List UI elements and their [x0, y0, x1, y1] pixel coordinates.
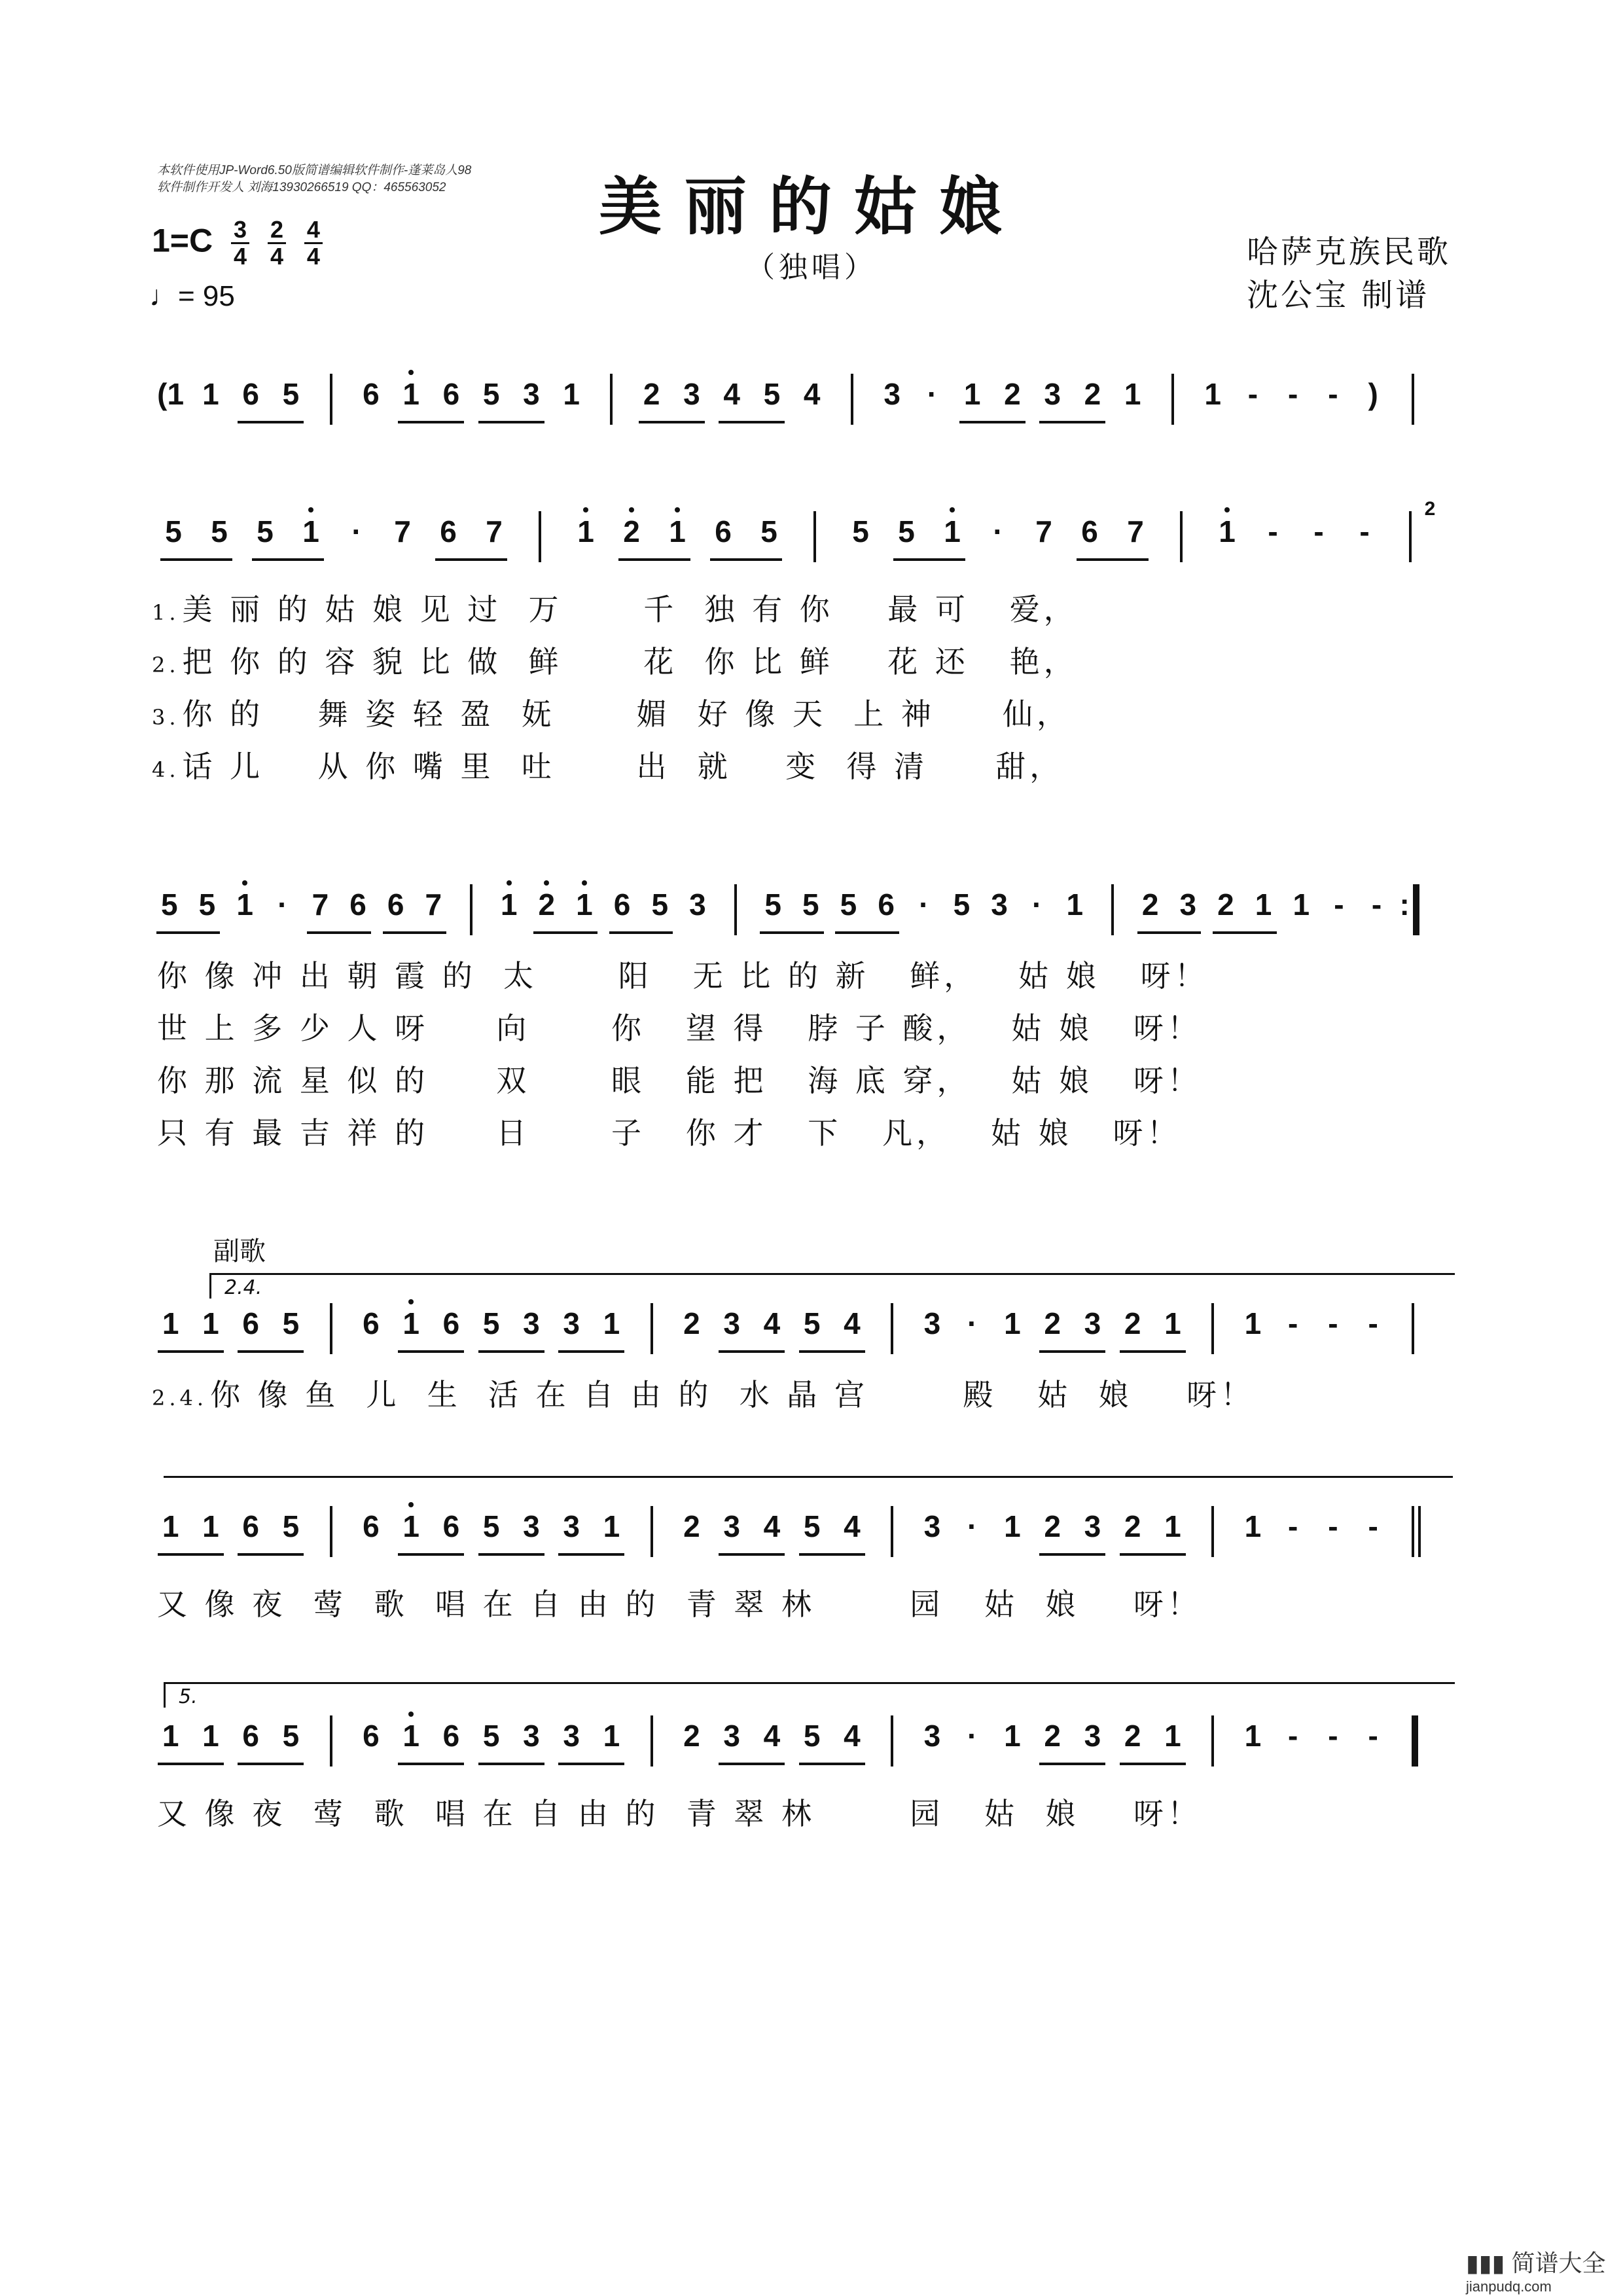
note: 1 [563, 377, 580, 411]
note: 3 [1044, 377, 1061, 411]
note: 5 [803, 1509, 821, 1543]
beam-underline [1039, 1350, 1105, 1353]
note: 3 [923, 1719, 941, 1753]
high-octave-dot [408, 370, 414, 375]
lyric-chorus-line1: 2.4.你 像 鱼 儿 生 活 在 自 由 的 水 晶 宫 殿 姑 娘 呀！ [152, 1377, 1255, 1412]
note: 3 [683, 377, 700, 411]
note: 7 [1127, 514, 1144, 548]
high-octave-dot [408, 1299, 414, 1304]
note-extension: - [1268, 514, 1278, 548]
note-extension: - [1287, 1719, 1298, 1753]
beam-underline [1120, 1350, 1186, 1353]
note: 1 [1004, 1509, 1021, 1543]
note: 3 [563, 1306, 580, 1340]
note: (1 [157, 377, 185, 411]
note: 6 [442, 1509, 460, 1543]
bar-line [1211, 1303, 1214, 1354]
note: 4 [844, 1306, 861, 1340]
volta-bracket-5: 5. [164, 1682, 1455, 1708]
note-extension: - [1328, 1719, 1338, 1753]
bar-line [330, 1506, 332, 1557]
note: · [927, 377, 938, 411]
beam-underline [1120, 1763, 1186, 1765]
note: 6 [242, 1719, 259, 1753]
note: 6 [442, 1719, 460, 1753]
note: 6 [242, 1509, 259, 1543]
note-extension: - [1287, 1509, 1298, 1543]
note: 1 [1164, 1509, 1181, 1543]
bar-line [330, 1303, 332, 1354]
beam-underline [618, 558, 690, 561]
note: 3 [923, 1509, 941, 1543]
note: 1 [1293, 888, 1310, 922]
note: · [919, 888, 929, 922]
note: 7 [312, 888, 329, 922]
note: 1 [577, 514, 594, 548]
note: 1 [202, 377, 219, 411]
note: 1 [1066, 888, 1084, 922]
note: 3 [563, 1719, 580, 1753]
beam-underline [799, 1553, 865, 1556]
note: 5 [803, 1306, 821, 1340]
beam-underline [1120, 1553, 1186, 1556]
note: 3 [689, 888, 706, 922]
note-extension: - [1371, 888, 1382, 922]
note: 3 [1084, 1509, 1101, 1543]
beam-underline [1039, 421, 1105, 423]
note: 6 [613, 888, 631, 922]
note: 1 [1244, 1509, 1262, 1543]
note: 1 [302, 514, 319, 548]
lyric-verse1-line2: 2.把 你 的 容 貌 比 做 鲜 花 你 比 鲜 花 还 艳， [152, 644, 1078, 679]
beam-underline [383, 931, 447, 934]
note: 5 [852, 514, 869, 548]
note: 4 [723, 377, 740, 411]
high-octave-dot [675, 507, 680, 512]
note: 4 [763, 1306, 781, 1340]
beam-underline [478, 1763, 544, 1765]
high-octave-dot [950, 507, 955, 512]
note: 3 [883, 377, 901, 411]
beam-underline [398, 1553, 464, 1556]
song-subtitle: （独唱） [746, 251, 877, 284]
credits-line-1: 本软件使用JP-Word6.50版简谱编辑软件制作-蓬莱岛人98 [157, 164, 472, 177]
bar-line [891, 1715, 893, 1767]
note: 2 [1084, 377, 1101, 411]
beam-underline [719, 1553, 785, 1556]
bar-line [891, 1303, 893, 1354]
beam-underline [799, 1763, 865, 1765]
note: 3 [523, 1509, 540, 1543]
note: 5 [282, 1719, 300, 1753]
note: 1 [1124, 377, 1141, 411]
beam-underline [558, 1553, 624, 1556]
note: 6 [715, 514, 732, 548]
note: 6 [387, 888, 404, 922]
note: 5 [282, 1306, 300, 1340]
beam-underline [252, 558, 324, 561]
lyric-verse2-line2: 世 上 多 少 人 呀 向 你 望 得 脖 子 酸， 姑 娘 呀！ [157, 1011, 1202, 1046]
beam-underline [719, 421, 785, 423]
beam-underline [398, 1763, 464, 1765]
key-signature [152, 217, 323, 269]
note-extension: - [1334, 888, 1344, 922]
high-octave-dot [408, 1712, 414, 1717]
note: 5 [211, 514, 228, 548]
song-title: 美丽的姑娘 [599, 170, 1024, 243]
note: 1 [236, 888, 253, 922]
note: 2 [1004, 377, 1021, 411]
note-extension: - [1328, 377, 1338, 411]
high-octave-dot [544, 880, 549, 886]
note-extension: - [1247, 377, 1258, 411]
high-octave-dot [629, 507, 634, 512]
note: 2 [1124, 1306, 1141, 1340]
lyric-verse1-line4: 4.话 儿 从 你 嘴 里 吐 出 就 变 得 清 甜， [152, 749, 1064, 784]
note: 2 [1141, 888, 1159, 922]
beam-underline [558, 1763, 624, 1765]
note-extension: - [1368, 1719, 1378, 1753]
note: 1 [1219, 514, 1236, 548]
source-info [1247, 230, 1451, 317]
note: · [967, 1719, 978, 1753]
note: 4 [844, 1509, 861, 1543]
beam-underline [398, 421, 464, 423]
beam-underline [307, 931, 371, 934]
note: 2 [1044, 1719, 1061, 1753]
note: 1 [1204, 377, 1221, 411]
lyric-verse1-line3: 3.你 的 舞 姿 轻 盈 妩 媚 好 像 天 上 神 仙， [152, 696, 1071, 732]
note: 1 [1004, 1306, 1021, 1340]
bar-line [651, 1715, 653, 1767]
double-bar-line [1418, 1506, 1421, 1557]
notation-line-intro [144, 370, 1466, 429]
bar-line [1412, 374, 1414, 425]
note: 7 [1035, 514, 1052, 548]
lyric-verse2-line1: 你 像 冲 出 朝 霞 的 太 阳 无 比 的 新 鲜， 姑 娘 呀！ [157, 958, 1209, 994]
note-extension: - [1313, 514, 1324, 548]
notation-line-verse-a [144, 498, 1466, 566]
note: 1 [162, 1509, 179, 1543]
note: 6 [363, 377, 380, 411]
note: · [351, 514, 362, 548]
note: 2 [683, 1306, 700, 1340]
beam-underline [719, 1350, 785, 1353]
beam-underline [1039, 1763, 1105, 1765]
bar-line [651, 1303, 653, 1354]
note-extension: - [1328, 1509, 1338, 1543]
song-source: 哈萨克族民歌 [1247, 234, 1452, 270]
note: 5 [482, 1719, 500, 1753]
note: 3 [523, 1719, 540, 1753]
note: 6 [363, 1719, 380, 1753]
credits-line-2: 软件制作开发人 刘海13930266519 QQ：465563052 [157, 181, 446, 194]
note-extension: - [1287, 1306, 1298, 1340]
beam-underline [1213, 931, 1277, 934]
tempo-marking [149, 280, 235, 313]
note: 1 [402, 1509, 419, 1543]
note: · [277, 888, 288, 922]
beam-underline [710, 558, 782, 561]
lyric-verse2-line4: 只 有 最 吉 祥 的 日 子 你 才 下 凡， 姑 娘 呀！ [157, 1115, 1181, 1151]
beam-underline [238, 1763, 304, 1765]
bar-line [470, 884, 473, 935]
note-extension: - [1368, 1306, 1378, 1340]
bar-line [651, 1506, 653, 1557]
note: 5 [840, 888, 857, 922]
bar-line [1211, 1715, 1214, 1767]
beam-underline [478, 1350, 544, 1353]
note: 3 [1084, 1719, 1101, 1753]
high-octave-dot [583, 507, 588, 512]
high-octave-dot [242, 880, 247, 886]
note: 3 [1084, 1306, 1101, 1340]
note: 1 [202, 1509, 219, 1543]
note: 2 [683, 1509, 700, 1543]
high-octave-dot [582, 880, 587, 886]
bar-line [1171, 374, 1174, 425]
beam-underline [609, 931, 673, 934]
note: · [993, 514, 1003, 548]
bar-line [1409, 511, 1412, 562]
note: 6 [442, 1306, 460, 1340]
note-extension: - [1328, 1306, 1338, 1340]
beam-underline [158, 1350, 224, 1353]
note: 3 [523, 377, 540, 411]
piano-keys-icon: ▮▮▮ [1466, 2250, 1505, 2276]
note-extension: - [1287, 377, 1298, 411]
bar-line [851, 374, 853, 425]
staff-top-rule [164, 1476, 1453, 1478]
note: 5 [764, 888, 781, 922]
note: 1 [402, 377, 419, 411]
note: 5 [803, 1719, 821, 1753]
note: 5 [257, 514, 274, 548]
beam-underline [1039, 1553, 1105, 1556]
note: 1 [402, 1719, 419, 1753]
beam-underline [435, 558, 507, 561]
high-octave-dot [1224, 507, 1230, 512]
bar-line [1180, 511, 1183, 562]
beam-underline [238, 1553, 304, 1556]
note: 6 [1081, 514, 1098, 548]
note: 6 [440, 514, 457, 548]
note: 1 [603, 1509, 620, 1543]
meter-2-4: $\frac{2}{4}$ [268, 217, 286, 269]
note: 2 [1124, 1509, 1141, 1543]
note: 2 [1217, 888, 1234, 922]
note: · [1032, 888, 1043, 922]
note: 1 [963, 377, 981, 411]
note: 3 [1179, 888, 1197, 922]
note: 5 [760, 514, 777, 548]
note: 5 [282, 1509, 300, 1543]
note: 5 [802, 888, 819, 922]
beam-underline [533, 931, 597, 934]
beam-underline [1077, 558, 1149, 561]
key-label: 1=C [152, 222, 213, 259]
note: 6 [242, 377, 259, 411]
note: 1 [1255, 888, 1272, 922]
high-octave-dot [408, 1502, 414, 1507]
beam-underline [719, 1763, 785, 1765]
note: 4 [803, 377, 821, 411]
note: 1 [162, 1719, 179, 1753]
note: 6 [878, 888, 895, 922]
lyric-chorus-line2: 又 像 夜 莺 歌 唱 在 自 由 的 青 翠 林 园 姑 娘 呀！ [157, 1587, 1202, 1622]
note: 5 [282, 377, 300, 411]
bar-line [891, 1506, 893, 1557]
bar-line [1412, 1506, 1414, 1557]
note: 3 [723, 1509, 740, 1543]
lyric-verse1-line1: 1.美 丽 的 姑 娘 见 过 万 千 独 有 你 最 可 爱， [152, 592, 1078, 627]
beam-underline [893, 558, 965, 561]
note: 6 [349, 888, 366, 922]
repeat-marker: 2 [1424, 498, 1436, 520]
beam-underline [835, 931, 899, 934]
notation-line-verse-b [144, 880, 1466, 939]
beam-underline [158, 1553, 224, 1556]
note: ) [1368, 377, 1378, 411]
meter-3-4: $\frac{3}{4}$ [231, 217, 249, 269]
note: 1 [202, 1306, 219, 1340]
bar-line [330, 374, 332, 425]
note: 3 [991, 888, 1008, 922]
note: 1 [162, 1306, 179, 1340]
note: 1 [1244, 1306, 1262, 1340]
bar-line [1211, 1506, 1214, 1557]
song-arranger: 沈公宝 制谱 [1247, 277, 1430, 314]
note: 2 [1124, 1719, 1141, 1753]
bar-line [734, 884, 737, 935]
beam-underline [558, 1350, 624, 1353]
beam-underline [478, 421, 544, 423]
note: 1 [202, 1719, 219, 1753]
beam-underline [760, 931, 824, 934]
bar-line [1412, 1303, 1414, 1354]
note: 3 [563, 1509, 580, 1543]
note: 5 [953, 888, 971, 922]
note: 1 [944, 514, 961, 548]
beam-underline [398, 1350, 464, 1353]
note: 5 [482, 1306, 500, 1340]
bar-line [813, 511, 816, 562]
note: 1 [500, 888, 518, 922]
note: 2 [1044, 1509, 1061, 1543]
site-watermark: ▮▮▮ 简谱大全 jianpudq.com [1466, 2250, 1606, 2295]
beam-underline [799, 1350, 865, 1353]
note: 1 [603, 1719, 620, 1753]
note-extension: - [1368, 1509, 1378, 1543]
high-octave-dot [507, 880, 512, 886]
meter-4-4: $\frac{4}{4}$ [304, 217, 323, 269]
note: 4 [763, 1509, 781, 1543]
notation-line-chorus-2 [144, 1502, 1466, 1561]
bar-line [539, 511, 541, 562]
notation-line-chorus-1 [144, 1299, 1466, 1358]
note: 5 [763, 377, 781, 411]
note: 2 [683, 1719, 700, 1753]
beam-underline [959, 421, 1026, 423]
note: 1 [576, 888, 593, 922]
high-octave-dot [308, 507, 313, 512]
note: 1 [1164, 1306, 1181, 1340]
note: 3 [723, 1719, 740, 1753]
note: 3 [923, 1306, 941, 1340]
note: 4 [763, 1719, 781, 1753]
note-extension: - [1359, 514, 1370, 548]
note: · [967, 1306, 978, 1340]
volta-bracket-2-4: 2.4. [209, 1273, 1455, 1299]
note: 6 [363, 1306, 380, 1340]
beam-underline [478, 1553, 544, 1556]
note: 5 [651, 888, 669, 922]
beam-underline [238, 1350, 304, 1353]
note: 5 [198, 888, 216, 922]
bar-line [1412, 1715, 1418, 1767]
note: 7 [486, 514, 503, 548]
lyric-verse2-line3: 你 那 流 星 似 的 双 眼 能 把 海 底 穿， 姑 娘 呀！ [157, 1063, 1202, 1098]
note: 6 [363, 1509, 380, 1543]
bar-line [1111, 884, 1114, 935]
beam-underline [158, 1763, 224, 1765]
chorus-label: 副歌 [213, 1236, 266, 1266]
note: 5 [482, 1509, 500, 1543]
quarter-note-icon: ♩ [149, 280, 178, 312]
note: 2 [623, 514, 640, 548]
note: 1 [1004, 1719, 1021, 1753]
note: 1 [1164, 1719, 1181, 1753]
note: 5 [482, 377, 500, 411]
notation-line-chorus-3 [144, 1712, 1466, 1770]
note: 1 [603, 1306, 620, 1340]
note: 4 [844, 1719, 861, 1753]
note: 2 [1044, 1306, 1061, 1340]
note: 3 [723, 1306, 740, 1340]
note: 5 [898, 514, 915, 548]
bar-line [610, 374, 613, 425]
note: 2 [643, 377, 660, 411]
note: 1 [1244, 1719, 1262, 1753]
beam-underline [156, 931, 221, 934]
note: 7 [425, 888, 442, 922]
beam-underline [238, 421, 304, 423]
beam-underline [1137, 931, 1202, 934]
lyric-chorus-line3: 又 像 夜 莺 歌 唱 在 自 由 的 青 翠 林 园 姑 娘 呀！ [157, 1796, 1202, 1831]
note: 5 [161, 888, 178, 922]
note: 2 [538, 888, 556, 922]
note: 5 [165, 514, 182, 548]
note: 1 [402, 1306, 419, 1340]
beam-underline [160, 558, 232, 561]
note: 6 [442, 377, 460, 411]
bar-line [330, 1715, 332, 1767]
note: 6 [242, 1306, 259, 1340]
note: 1 [669, 514, 686, 548]
beam-underline [639, 421, 705, 423]
note: 3 [523, 1306, 540, 1340]
tempo-value: = 95 [178, 280, 235, 312]
repeat-sign: : [1399, 888, 1410, 922]
note: 7 [394, 514, 411, 548]
note: · [967, 1509, 978, 1543]
